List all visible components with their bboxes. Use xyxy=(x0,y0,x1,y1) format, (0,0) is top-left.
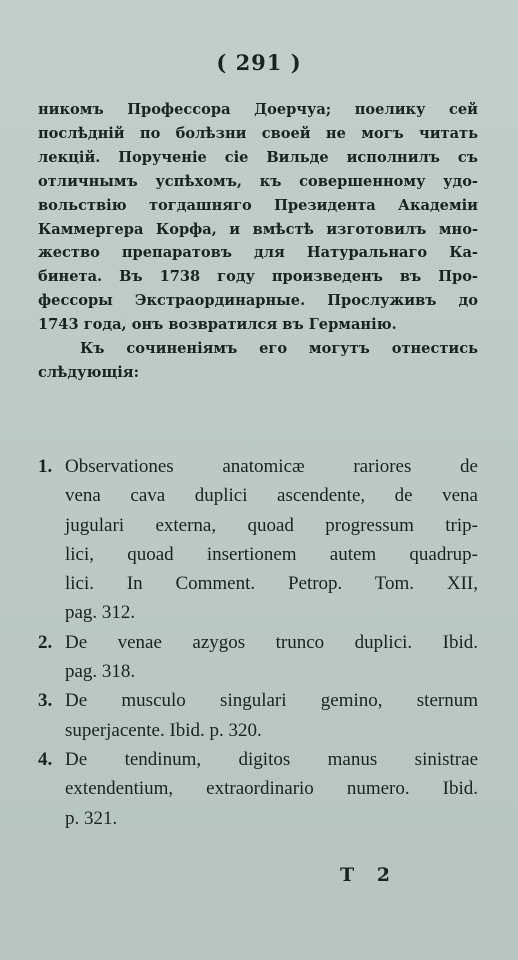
text-line: фессоры Экстраординарные. Прослуживъ до xyxy=(38,292,478,310)
works-list xyxy=(38,452,478,833)
work-number: 4. xyxy=(38,748,53,770)
work-line: superjacente. Ibid. p. 320. xyxy=(65,719,262,741)
work-item xyxy=(38,745,478,833)
work-line: Observationes anatomicæ rariores de xyxy=(65,456,478,477)
work-item xyxy=(38,686,478,745)
work-number: 1. xyxy=(38,456,53,477)
text-line: лекцій. Порученіе сіе Вильде исполнилъ съ xyxy=(38,148,478,166)
work-line: De venae azygos trunco duplici. Ibid. xyxy=(65,631,478,653)
work-line: pag. 312. xyxy=(65,602,136,624)
text-line: Каммергера Корфа, и вмѣстѣ изготовилъ мно- xyxy=(38,220,478,238)
work-line: vena cava duplici ascendente, de vena xyxy=(65,485,478,507)
biography-text xyxy=(38,98,478,385)
work-item xyxy=(38,628,478,687)
work-number: 3. xyxy=(38,690,53,712)
text-line: отличнымъ успѣхомъ, къ совершенному удо- xyxy=(38,172,478,190)
text-line: жество препаратовъ для Натуральнаго Ка- xyxy=(38,244,478,262)
work-line: pag. 318. xyxy=(65,661,136,683)
text-line: вольствію тогдашняго Президента Академіи xyxy=(38,196,478,214)
text-line: послѣдній по болѣзни своей не могъ читать xyxy=(38,124,478,142)
work-line: extendentium, extraordinario numero. Ibid. xyxy=(65,778,478,800)
page-number: ( 291 ) xyxy=(216,50,302,75)
work-line: jugulari externa, quoad progressum trip- xyxy=(65,514,478,536)
text-line: никомъ Профессора Доерчуа; поелику сей xyxy=(38,101,478,118)
signature-mark: T 2 xyxy=(340,864,398,886)
work-item xyxy=(38,452,478,628)
text-line: бинета. Въ 1738 году произведенъ въ Про- xyxy=(38,268,478,286)
work-line: p. 321. xyxy=(65,807,118,829)
work-line: lici. In Comment. Petrop. Tom. XII, xyxy=(65,573,478,595)
text-line: 1743 года, онъ возвратился въ Германію. xyxy=(38,316,397,334)
text-line: слѣдующія: xyxy=(38,363,139,381)
work-line: lici, quoad insertionem autem quadrup- xyxy=(65,543,478,565)
work-line: De musculo singulari gemino, sternum xyxy=(65,690,478,712)
work-number: 2. xyxy=(38,631,53,653)
work-line: De tendinum, digitos manus sinistrae xyxy=(65,748,478,770)
text-line: Къ сочиненіямъ его могутъ отнестись xyxy=(80,340,478,358)
